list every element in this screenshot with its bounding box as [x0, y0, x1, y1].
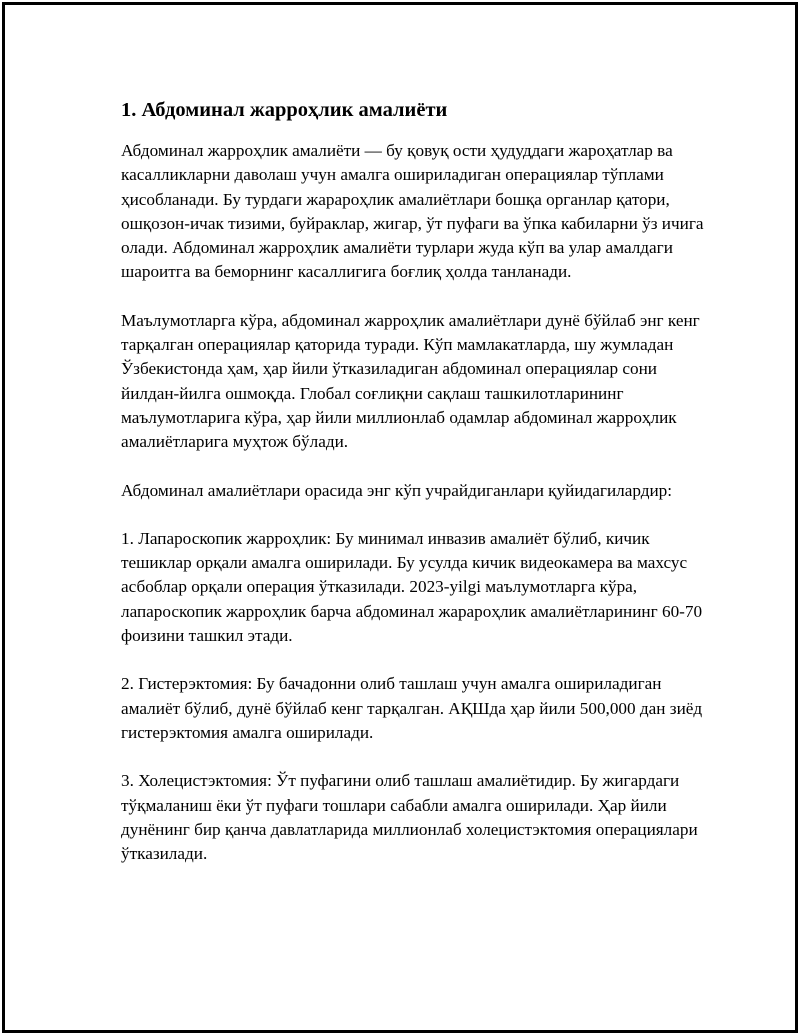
list-item-hysterectomy: 2. Гистерэктомия: Бу бачадонни олиб ташлаш учун амалга ошириладиган амалиёт бўлиб, дунё бўйлаб кенг тарқалган. АҚШда ҳар йили 500,000 дан зиёд гистерэктомия амалга оширилади.: [121, 674, 703, 742]
list-item-laparoscopic: 1. Лапароскопик жарроҳлик: Бу минимал инвазив амалиёт бўлиб, кичик тешиклар орқали амалга оширилади. Бу усулда кичик видеокамера ва махсус асбоблар орқали операция ўтказилади. 2023-yilgi маълумотларга кўра, лапароскопик жарроҳлик барча абдоминал жарароҳлик амалиётларининг 60-70 фоизини ташкил этади.: [121, 528, 703, 646]
page-frame: [2, 2, 798, 1033]
paragraph-intro: Абдоминал жарроҳлик амалиёти — бу қовуқ ости ҳудуддаги жароҳатлар ва касалликларни даволаш учун амалга ошириладиган операциялар тўплами ҳисобланади. Бу турдаги жарароҳлик амалиётлари бошқа органлар қатори, ошқозон-ичак тизими, буйраклар, жигар, ўт пуфаги ва ўпка кабиларни ўз ичига олади. Абдоминал жарроҳлик амалиёти турлари жуда кўп ва улар амалдаги шароитга ва беморнинг касаллигига боғлиқ ҳолда танланади.: [121, 141, 704, 282]
paragraph-list-intro: Абдоминал амалиётлари орасида энг кўп учрайдиганлари қуйидагилардир:: [121, 480, 673, 500]
list-item-cholecystectomy: 3. Холецистэктомия: Ўт пуфагини олиб ташлаш амалиётидир. Бу жигардаги тўқмаланиш ёки ўт пуфаги тошлари сабабли амалга оширилади. Ҳар йили дунёнинг бир қанча давлатларида миллионлаб холецистэктомия операциялари ўтказилади.: [121, 771, 698, 864]
document-body: [121, 97, 711, 890]
section-heading: 1. Абдоминал жарроҳлик амалиёти: [121, 99, 448, 121]
paragraph-statistics: Маълумотларга кўра, абдоминал жарроҳлик амалиётлари дунё бўйлаб энг кенг тарқалган операциялар қаторида туради. Кўп мамлакатларда, шу жумладан Ўзбекистонда ҳам, ҳар йили ўтказиладиган абдоминал операциялар сони йилдан-йилга ошмоқда. Глобал соғлиқни сақлаш ташкилотларининг маълумотларига кўра, ҳар йили миллионлаб одамлар абдоминал жарроҳлик амалиётларига муҳтож бўлади.: [121, 310, 700, 452]
